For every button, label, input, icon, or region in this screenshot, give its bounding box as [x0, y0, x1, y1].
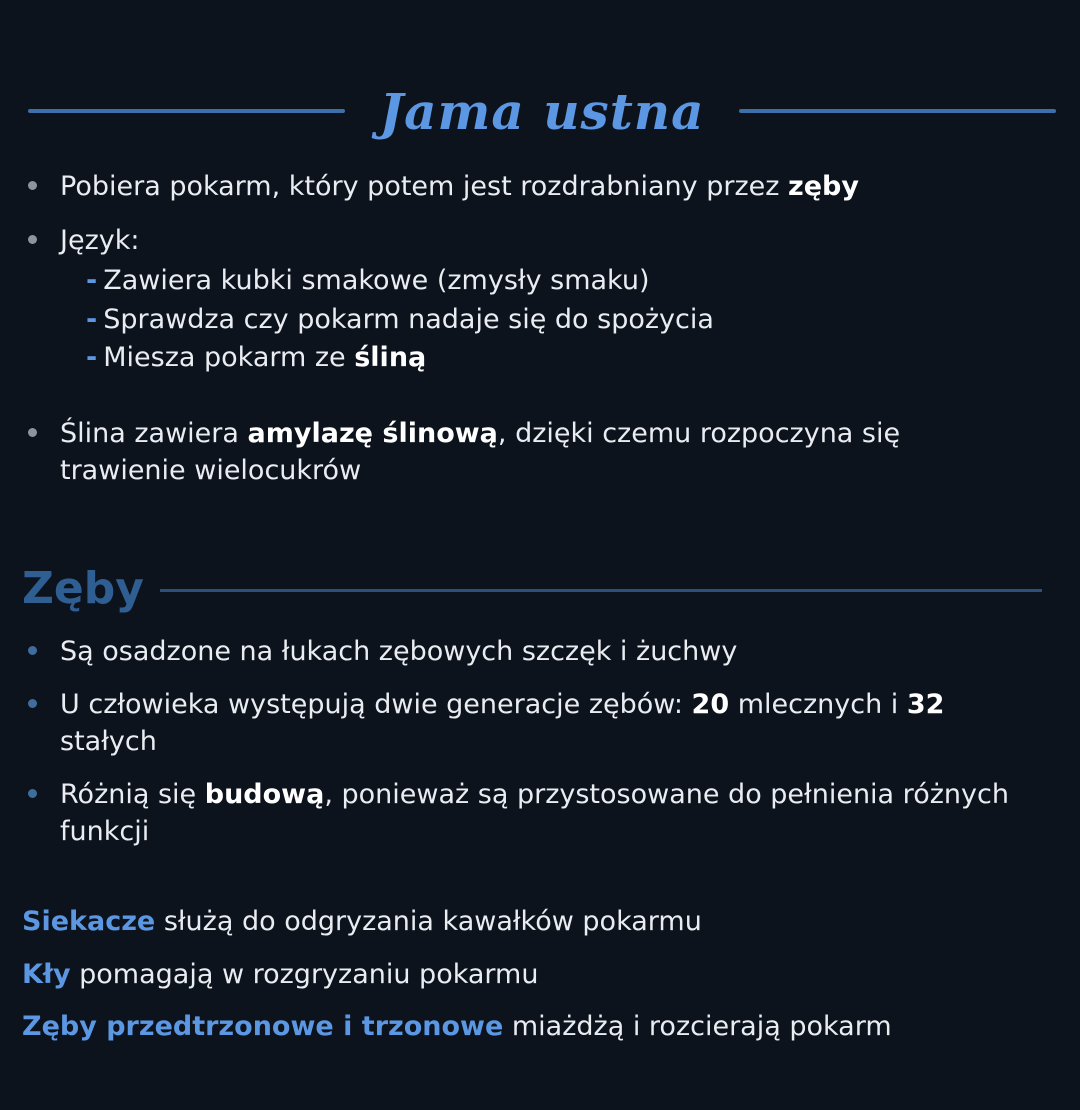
tongue-sub-3: - Miesza pokarm ze śliną	[86, 342, 427, 373]
bullet-dot-icon	[28, 646, 37, 655]
teeth-bullet-3: Różnią się budową, ponieważ są przystosowane do pełnienia różnych funkcji	[60, 776, 1020, 850]
bullet-dot-icon	[28, 428, 37, 437]
bullet-dot-icon	[28, 789, 37, 798]
title-row	[28, 76, 1056, 146]
definition-molars: Zęby przedtrzonowe i trzonowe miażdżą i rozcierają pokarm	[22, 1011, 892, 1042]
teeth-heading-rule	[160, 589, 1042, 592]
title-left-rule	[28, 109, 345, 113]
mouth-bullet-3: Ślina zawiera amylazę ślinową, dzięki czemu rozpoczyna się trawienie wielocukrów	[60, 415, 1020, 489]
bullet-dot-icon	[28, 181, 37, 190]
bullet-dot-icon	[28, 699, 37, 708]
page-title: Jama ustna	[379, 81, 705, 141]
tongue-sub-2: - Sprawdza czy pokarm nadaje się do spożycia	[86, 304, 714, 335]
title-right-rule	[739, 109, 1056, 113]
tongue-sub-1: - Zawiera kubki smakowe (zmysły smaku)	[86, 265, 650, 296]
bullet-dot-icon	[28, 235, 37, 244]
teeth-bullet-2: U człowieka występują dwie generacje zębów: 20 mlecznych i 32 stałych	[60, 686, 1020, 760]
mouth-bullet-1: Pobiera pokarm, który potem jest rozdrabniany przez zęby	[60, 168, 1020, 205]
teeth-heading: Zęby	[22, 562, 144, 614]
definition-incisors: Siekacze służą do odgryzania kawałków pokarmu	[22, 906, 702, 937]
mouth-bullet-2: Język:	[60, 222, 1020, 259]
teeth-section-header	[22, 556, 1042, 620]
teeth-bullet-1: Są osadzone na łukach zębowych szczęk i żuchwy	[60, 633, 1020, 670]
definition-canines: Kły pomagają w rozgryzaniu pokarmu	[22, 959, 539, 990]
